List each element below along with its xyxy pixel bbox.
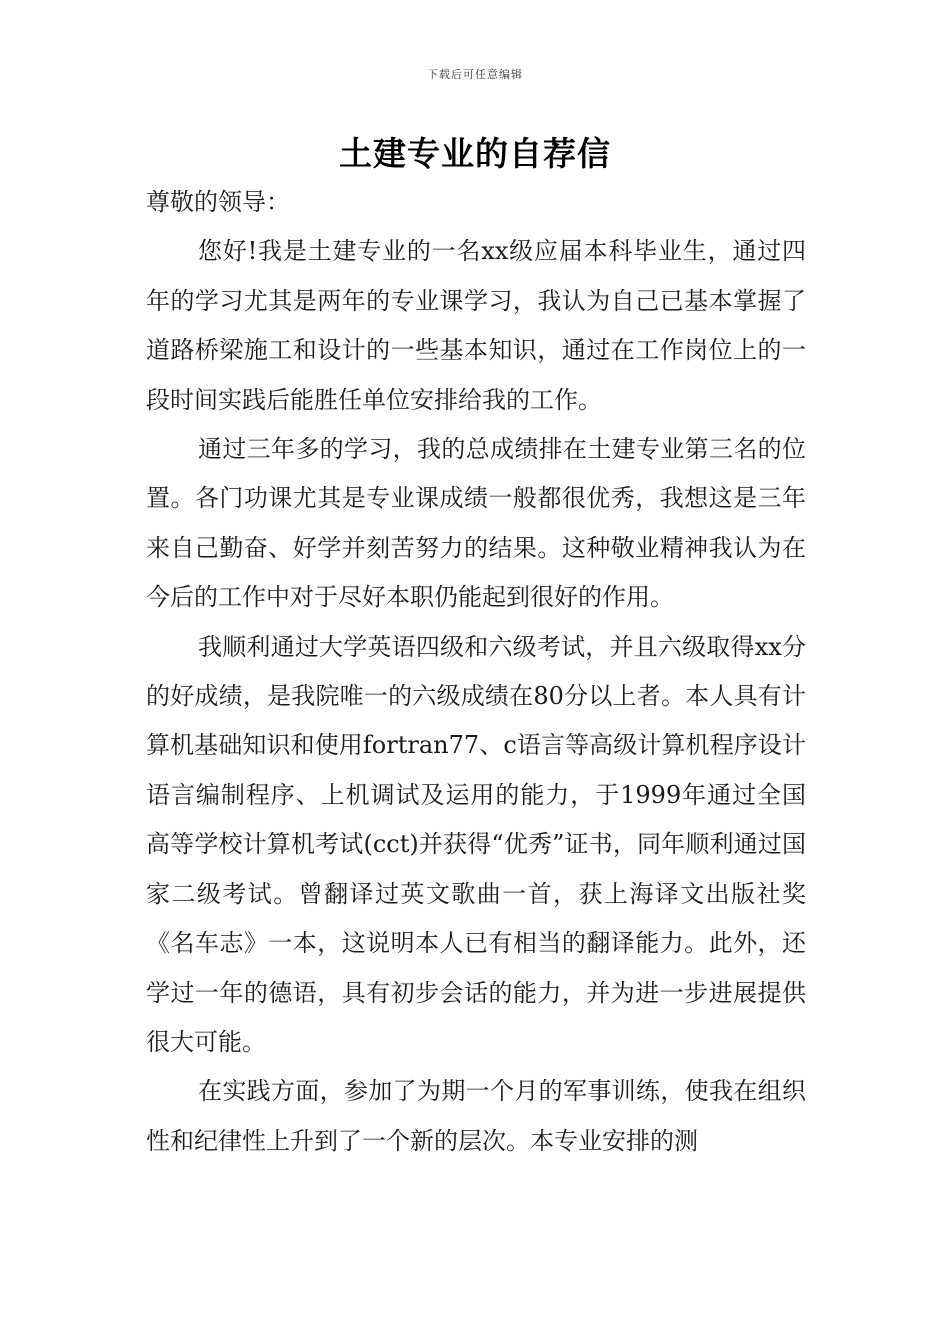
document-title: 土建专业的自荐信 bbox=[339, 134, 611, 173]
header-note: 下载后可任意编辑 bbox=[427, 68, 523, 81]
paragraph-greeting: 您好!我是土建专业的一名xx级应届本科毕业生，通过四年的学习尤其是两年的专业课学习，我认为自己已基本掌握了道路桥梁施工和设计的一些基本知识，通过在工作岗位上的一段时间实践后能胜任单位安排给我的工作。 bbox=[146, 237, 806, 414]
letter-body bbox=[146, 178, 806, 1166]
paragraph-skills: 我顺利通过大学英语四级和六级考试，并且六级取得xx分的好成绩，是我院唯一的六级成绩在80分以上者。本人具有计算机基础知识和使用fortran77、c语言等高级计算机程序设计语言编制程序、上机调试及运用的能力，于1999年通过全国高等学校计算机考试(cct)并获得“优秀”证书，同年顺利通过国家二级考试。曾翻译过英文歌曲一首，获上海译文出版社奖《名车志》一本，这说明本人已有相当的翻译能力。此外，还学过一年的德语，具有初步会话的能力，并为进一步进展提供很大可能。 bbox=[146, 632, 806, 1056]
salutation: 尊敬的领导： bbox=[146, 188, 290, 216]
paragraph-practice: 在实践方面，参加了为期一个月的军事训练，使我在组织性和纪律性上升到了一个新的层次。本专业安排的测 bbox=[146, 1077, 806, 1155]
paragraph-academics: 通过三年多的学习，我的总成绩排在土建专业第三名的位置。各门功课尤其是专业课成绩一般都很优秀，我想这是三年来自己勤奋、好学并刻苦努力的结果。这种敬业精神我认为在今后的工作中对于尽好本职仍能起到很好的作用。 bbox=[146, 435, 806, 612]
